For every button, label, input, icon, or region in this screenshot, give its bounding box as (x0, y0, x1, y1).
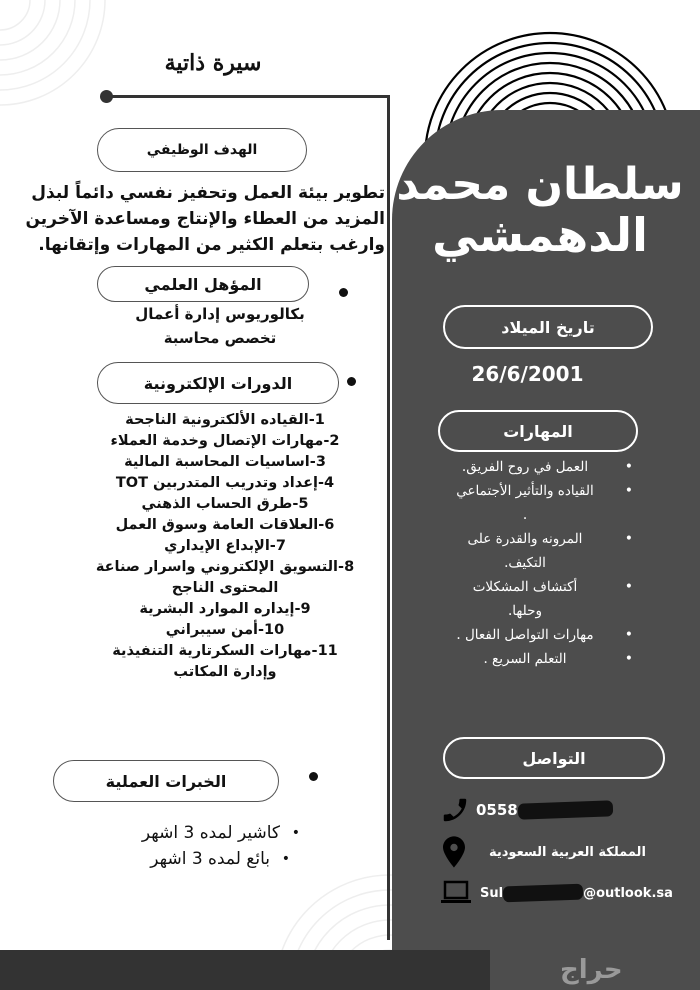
experience-item: • كاشير لمده 3 اشهر (60, 820, 300, 846)
skill-item: • المرونه والقدرة على التكيف. (455, 527, 645, 575)
course-item: 11-مهارات السكرتارية التنفيذية وإدارة المكاتب (112, 643, 338, 680)
birthdate-value: 26/6/2001 (471, 362, 584, 386)
laptop-icon (440, 880, 472, 906)
phone-icon (440, 795, 470, 825)
skills-heading: المهارات (503, 421, 573, 441)
courses-heading: الدورات الإلكترونية (143, 373, 293, 393)
person-name (395, 160, 685, 260)
birthdate-heading-pill (443, 305, 653, 349)
email-suffix: @outlook.sa (583, 885, 673, 901)
objective-text: تطوير بيئة العمل وتحفيز نفسي دائماً لبذل المزيد من العطاء والإنتاج ومساعدة الآخرين وارغب بتعلم الكثير من المهارات وإتقانها. (25, 183, 385, 255)
skills-list (455, 455, 645, 671)
course-item: 6-العلاقات العامة وسوق العمل (115, 517, 335, 533)
course-item: 7-الإبداع الإيداري (164, 538, 286, 554)
email-redaction (503, 884, 584, 903)
experience-heading-pill (53, 760, 279, 802)
name-line-1: سلطان محمد (396, 159, 684, 210)
skill-item: • مهارات التواصل الفعال . (455, 623, 645, 647)
contact-phone-row (440, 795, 613, 825)
course-item: 8-التسويق الإلكتروني واسرار صناعة المحتوى الناجح (95, 559, 355, 596)
timeline-vertical-line (387, 95, 390, 940)
location-text: المملكة العربية السعودية (489, 844, 646, 860)
course-item: 10-أمن سيبراني (165, 622, 285, 638)
objective-heading-pill (97, 128, 307, 172)
location-pin-icon (443, 836, 465, 868)
watermark: حراج (560, 955, 623, 985)
course-item: 5-طرق الحساب الذهني (141, 496, 309, 512)
experience-list (60, 820, 300, 872)
course-item: 4-إعداد وتدريب المتدربين TOT (115, 475, 335, 491)
experience-heading: الخبرات العملية (105, 771, 227, 791)
experience-item: • بائع لمده 3 اشهر (60, 846, 290, 872)
document-title: سيرة ذاتية (164, 50, 262, 76)
course-item: 9-إيداره الموارد البشرية (139, 601, 311, 617)
bottom-bar (0, 950, 490, 990)
course-item: 2-مهارات الإتصال وخدمة العملاء (110, 433, 340, 449)
education-heading-pill (97, 266, 309, 302)
phone-redaction (517, 800, 613, 819)
skills-heading-pill (438, 410, 638, 452)
decorative-rings-top-left (0, 0, 140, 120)
phone-number: 0558 (476, 801, 518, 819)
education-heading: المؤهل العلمي (144, 274, 262, 294)
objective-heading: الهدف الوظيفي (146, 142, 258, 158)
courses-heading-pill (97, 362, 339, 404)
education-details (110, 302, 330, 350)
courses-list (95, 410, 355, 683)
timeline-horizontal-line (105, 95, 390, 98)
contact-location-row (443, 836, 646, 868)
experience-bullet (309, 772, 318, 781)
contact-heading: التواصل (522, 748, 586, 768)
birthdate-heading: تاريخ الميلاد (501, 317, 595, 337)
course-item: 3-اساسيات المحاسبة المالية (124, 454, 326, 470)
major-line: تخصص محاسبة (163, 329, 277, 347)
email-prefix: Sul (480, 885, 504, 901)
skill-item: • القياده والتأثير الأجتماعي . (455, 479, 645, 527)
name-line-2: الدهمشي (432, 208, 648, 262)
education-bullet (339, 288, 348, 297)
courses-bullet (347, 377, 356, 386)
course-item: 1-القياده الألكترونية الناجحة (125, 412, 325, 428)
skill-item: • العمل في روح الفريق. (455, 455, 645, 479)
contact-heading-pill (443, 737, 665, 779)
contact-email-row (440, 880, 673, 906)
skill-item: • أكتشاف المشكلات وحلها. (455, 575, 645, 623)
skill-item: • التعلم السريع . (455, 647, 645, 671)
degree-line: بكالوريوس إدارة أعمال (135, 305, 305, 323)
